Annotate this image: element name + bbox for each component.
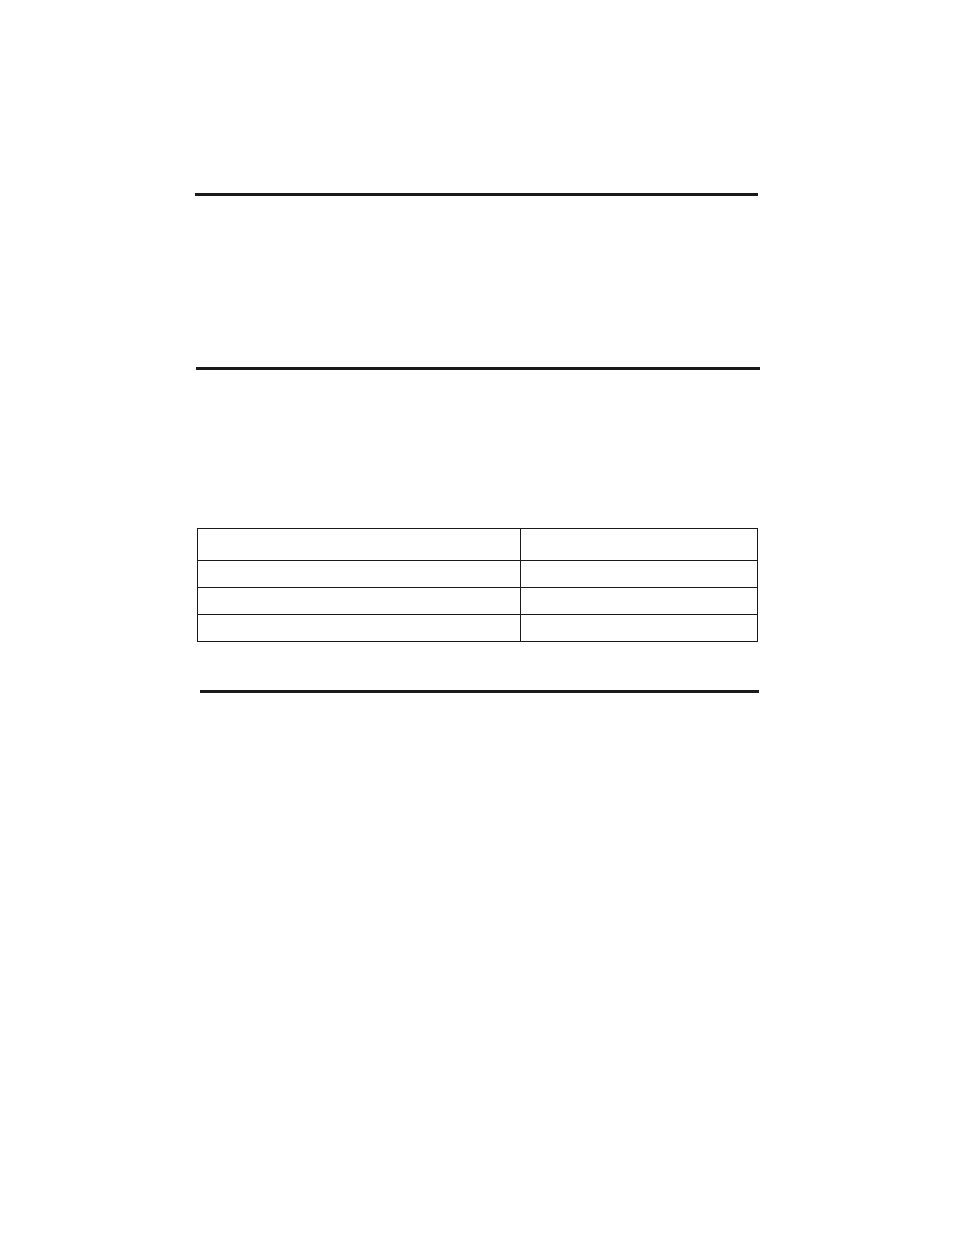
steam-times-table: [197, 528, 758, 642]
section-rule: [200, 690, 759, 693]
table-header-cell: [198, 529, 521, 561]
section-rule: [196, 367, 760, 370]
baking-right-column: [486, 205, 758, 210]
table-cell: [198, 588, 521, 615]
table-cell: [521, 588, 758, 615]
table-cell: [521, 561, 758, 588]
section-rule: [195, 193, 758, 196]
table-row: [198, 561, 758, 588]
table-cell: [198, 615, 521, 642]
table-cell: [521, 615, 758, 642]
table-row: [198, 588, 758, 615]
table-header-row: [198, 529, 758, 561]
table-header-cell: [521, 529, 758, 561]
table-cell: [198, 561, 521, 588]
table-row: [198, 615, 758, 642]
